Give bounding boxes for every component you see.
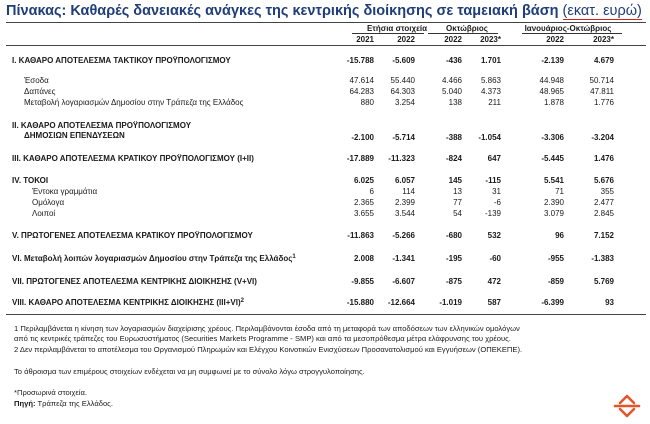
cell: -3.306 xyxy=(541,133,564,142)
row-label-line2: ΔΗΜΟΣΙΩΝ ΕΠΕΝΔΥΣΕΩΝ xyxy=(24,131,125,140)
row-label: Μεταβολή λογαριασμών Δημοσίου στην Τράπεζα της Ελλάδος xyxy=(24,98,244,107)
cell: 96 xyxy=(555,231,564,240)
cell: 4.466 xyxy=(441,76,462,85)
row-label: Δαπάνες xyxy=(24,87,56,96)
cell: 50.714 xyxy=(589,76,614,85)
row-label: V. ΠΡΩΤΟΓΕΝΕΣ ΑΠΟΤΕΛΕΣΜΑ ΚΡΑΤΙΚΟΥ ΠΡΟΫΠΟΛΟΓΙΣΜΟΥ xyxy=(12,231,253,240)
cell: 44.948 xyxy=(539,76,564,85)
cell: -1.341 xyxy=(392,254,415,263)
footnote-1b: από τις κεντρικές τράπεζες του Ευρωσυστήματος (Securities Markets Programme - SMP) και από τα μεσοπρόθεσμα μέτρα ελάφρυνσης του χρέους. xyxy=(14,334,511,343)
row-label: Ομόλογα xyxy=(32,198,65,207)
footnote-marker: 1 xyxy=(292,254,296,260)
bottom-rule xyxy=(6,314,646,315)
header-group-annual: Ετήσια στοιχεία xyxy=(366,24,428,33)
header-year-3: 2022 xyxy=(444,35,462,44)
cell: -436 xyxy=(445,56,462,65)
cell: -11.863 xyxy=(347,231,374,240)
header-year-6: 2023* xyxy=(593,35,614,44)
top-rule xyxy=(6,22,646,23)
header-underline-october xyxy=(428,33,498,34)
cell: -5.445 xyxy=(541,154,564,163)
cell: 93 xyxy=(605,298,614,307)
cell: 647 xyxy=(487,154,501,163)
cell: 13 xyxy=(453,187,462,196)
cell: 472 xyxy=(487,277,501,286)
cell: 4.373 xyxy=(480,87,501,96)
cell: 5.676 xyxy=(593,176,614,185)
header-year-4: 2023* xyxy=(480,35,501,44)
cell: 1.476 xyxy=(593,154,614,163)
cell: -955 xyxy=(547,254,564,263)
cell: 3.544 xyxy=(394,209,415,218)
cell: -11.323 xyxy=(388,154,415,163)
cell: 5.863 xyxy=(480,76,501,85)
cell: 64.283 xyxy=(349,87,374,96)
cell: -15.880 xyxy=(346,298,374,307)
cell: -1.019 xyxy=(439,298,462,307)
header-underline-annual xyxy=(352,33,424,34)
row-label: VI. Μεταβολή λοιπών λογαριασμών Δημοσίου στην Τράπεζα της Ελλάδος xyxy=(12,254,293,263)
source-text: Πηγή: Τράπεζα της Ελλάδος. xyxy=(14,399,113,408)
cell: 587 xyxy=(487,298,501,307)
row-label: IV. ΤΟΚΟΙ xyxy=(12,176,49,185)
header-underline-jan-oct xyxy=(522,33,622,34)
cell: -5.266 xyxy=(392,231,415,240)
expand-arrows-icon xyxy=(611,392,643,420)
row-label: Έσοδα xyxy=(24,76,49,85)
cell: -1.383 xyxy=(591,254,614,263)
header-group-jan-oct: Ιανουάριος-Οκτώβριος xyxy=(524,24,612,33)
row-label: Λοιποί xyxy=(32,209,56,218)
row-label-wrap xyxy=(12,254,296,263)
header-rule xyxy=(6,45,646,46)
cell: 145 xyxy=(448,176,462,185)
cell: 2.008 xyxy=(353,254,374,263)
cell: 2.477 xyxy=(593,198,614,207)
cell: 211 xyxy=(488,98,501,107)
cell: 114 xyxy=(402,187,415,196)
row-label-wrap xyxy=(12,298,244,307)
cell: 5.769 xyxy=(593,277,614,286)
cell: 2.845 xyxy=(593,209,614,218)
cell: -115 xyxy=(485,176,501,185)
cell: 532 xyxy=(487,231,501,240)
cell: 138 xyxy=(448,98,462,107)
cell: -15.788 xyxy=(346,56,374,65)
row-label: VII. ΠΡΩΤΟΓΕΝΕΣ ΑΠΟΤΕΛΕΣΜΑ ΚΕΝΤΡΙΚΗΣ ΔΙΟΙΚΗΣΗΣ (V+VI) xyxy=(12,277,257,286)
cell: 1.878 xyxy=(543,98,564,107)
table-title xyxy=(6,3,642,19)
cell: -388 xyxy=(445,133,462,142)
cell: 7.152 xyxy=(593,231,614,240)
source-note xyxy=(14,399,113,408)
cell: 77 xyxy=(453,198,462,207)
cell: -680 xyxy=(445,231,462,240)
row-label: II. ΚΑΘΑΡΟ ΑΠΟΤΕΛΕΣΜΑ ΠΡΟΫΠΟΛΟΓΙΣΜΟΥ xyxy=(12,121,192,130)
cell: -859 xyxy=(547,277,564,286)
cell: 64.303 xyxy=(390,87,415,96)
cell: -875 xyxy=(445,277,462,286)
row-label: Έντοκα γραμμάτια xyxy=(32,187,98,196)
cell: -60 xyxy=(489,254,501,263)
row-label: VIII. ΚΑΘΑΡΟ ΑΠΟΤΕΛΕΣΜΑ ΚΕΝΤΡΙΚΗΣ ΔΙΟΙΚΗΣΗΣ (III+VI) xyxy=(12,298,241,307)
footnote-marker: 2 xyxy=(240,298,244,304)
cell: 47.811 xyxy=(590,87,614,96)
cell: -6 xyxy=(493,198,501,207)
header-group-october: Οκτώβριος xyxy=(446,24,488,33)
header-year-1: 2021 xyxy=(356,35,374,44)
cell: -2.100 xyxy=(351,133,374,142)
cell: -2.139 xyxy=(541,56,564,65)
cell: 1.776 xyxy=(593,98,614,107)
cell: -139 xyxy=(484,209,501,218)
cell: 54 xyxy=(453,209,462,218)
header-year-5: 2022 xyxy=(546,35,564,44)
cell: 55.440 xyxy=(390,76,415,85)
cell: 6.057 xyxy=(394,176,415,185)
cell: -824 xyxy=(445,154,462,163)
cell: -5.609 xyxy=(392,56,415,65)
cell: -9.855 xyxy=(351,277,374,286)
cell: -6.607 xyxy=(392,277,415,286)
cell: -12.664 xyxy=(387,298,415,307)
cell: 71 xyxy=(555,187,564,196)
footnote-2: 2 Δεν περιλαμβάνεται το αποτέλεσμα του Οργανισμού Πληρωμών και Ελέγχου Κοινοτικών Ενισχύσεων Προσανατολισμού και Εγγυήσεων (ΟΠΕΚΕΠΕ). xyxy=(14,345,523,354)
cell: 3.655 xyxy=(353,209,374,218)
cell: -195 xyxy=(445,254,462,263)
cell: 2.399 xyxy=(394,198,415,207)
cell: -6.399 xyxy=(541,298,564,307)
cell: 6 xyxy=(369,187,374,196)
cell: 2.365 xyxy=(353,198,374,207)
table-unit: (εκατ. ευρώ) xyxy=(562,3,642,19)
cell: 3.254 xyxy=(394,98,415,107)
cell: -1.054 xyxy=(478,133,501,142)
row-label: I. ΚΑΘΑΡΟ ΑΠΟΤΕΛΕΣΜΑ ΤΑΚΤΙΚΟΥ ΠΡΟΫΠΟΛΟΓΙΣΜΟΥ xyxy=(12,56,231,65)
cell: 48.965 xyxy=(539,87,564,96)
cell: 6.025 xyxy=(353,176,374,185)
cell: -5.714 xyxy=(392,133,415,142)
cell: 355 xyxy=(600,187,614,196)
cell: 31 xyxy=(492,187,501,196)
cell: 4.679 xyxy=(593,56,614,65)
cell: 2.390 xyxy=(543,198,564,207)
cell: 880 xyxy=(360,98,374,107)
cell: 5.040 xyxy=(441,87,462,96)
cell: 1.701 xyxy=(480,56,501,65)
rounding-note: Το άθροισμα των επιμέρους στοιχείων ενδέχεται να μη συμφωνεί με το σύνολο λόγω στρογγυλοποίησης. xyxy=(14,367,365,376)
row-label: III. ΚΑΘΑΡΟ ΑΠΟΤΕΛΕΣΜΑ ΚΡΑΤΙΚΟΥ ΠΡΟΫΠΟΛΟΓΙΣΜΟΥ (I+II) xyxy=(12,154,254,163)
cell: 5.541 xyxy=(543,176,564,185)
footnote-1a: 1 Περιλαμβάνεται η κίνηση των λογαριασμών διαχείρισης χρέους. Περιλαμβάνονται έσοδα από τη μεταφορά των αποδόσεων των ελληνικών ομολόγων xyxy=(14,324,520,333)
cell: 47.614 xyxy=(349,76,374,85)
cell: 3.079 xyxy=(543,209,564,218)
cell: -3.204 xyxy=(591,133,614,142)
header-year-2: 2022 xyxy=(397,35,415,44)
provisional-note: *Προσωρινά στοιχεία. xyxy=(14,388,87,397)
cell: -17.889 xyxy=(346,154,374,163)
table-title-main: Πίνακας: Καθαρές δανειακές ανάγκες της κεντρικής διοίκησης σε ταμειακή βάση xyxy=(6,3,559,19)
